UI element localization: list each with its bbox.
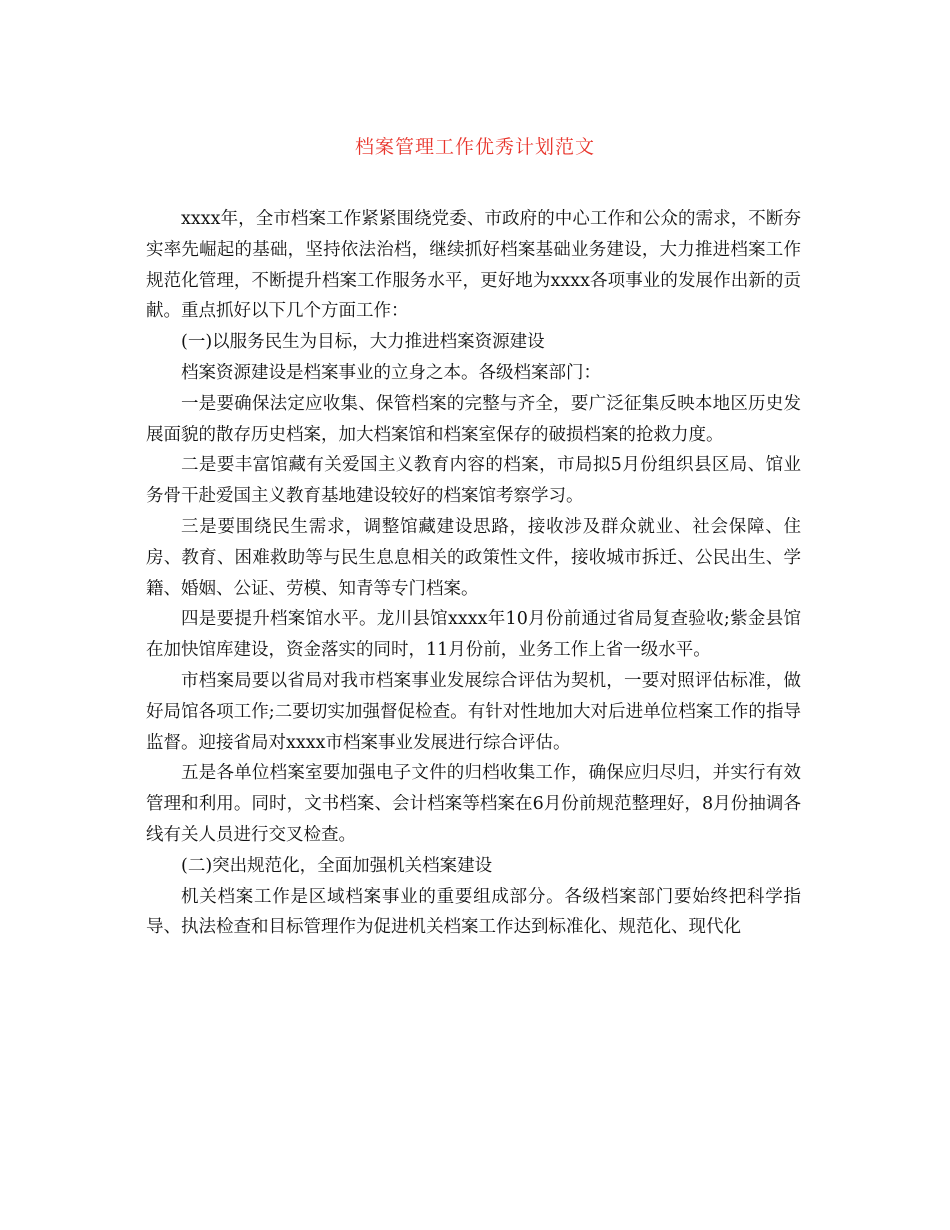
paragraph: 档案资源建设是档案事业的立身之本。各级档案部门：: [181, 362, 601, 383]
paragraph: 市档案局要以省局对我市档案事业发展综合评估为契机，一要对照评估标准，做好局馆各项工作;二要切实加强督促检查。有针对性地加大对后进单位档案工作的指导监督。迎接省局对xxxx市档案事业发展进行综合评估。: [146, 670, 801, 753]
section-heading-1: (一)以服务民生为目标，大力推进档案资源建设: [181, 332, 545, 353]
section-heading-2: (二)突出规范化，全面加强机关档案建设: [181, 855, 493, 876]
paragraph: 三是要围绕民生需求，调整馆藏建设思路，接收涉及群众就业、社会保障、住房、教育、困难救助等与民生息息相关的政策性文件，接收城市拆迁、公民出生、学籍、婚姻、公证、劳模、知青等专门档案。: [146, 516, 801, 599]
document-body: [146, 204, 801, 943]
paragraph: 机关档案工作是区域档案事业的重要组成部分。各级档案部门要始终把科学指导、执法检查和目标管理作为促进机关档案工作达到标准化、规范化、现代化: [146, 886, 801, 938]
paragraph: 五是各单位档案室要加强电子文件的归档收集工作，确保应归尽归，并实行有效管理和利用。同时，文书档案、会计档案等档案在6月份前规范整理好，8月份抽调各线有关人员进行交叉检查。: [146, 763, 801, 845]
paragraph: 四是要提升档案馆水平。龙川县馆xxxx年10月份前通过省局复查验收;紫金县馆在加快馆库建设，资金落实的同时，11月份前，业务工作上省一级水平。: [146, 609, 801, 661]
paragraph: 一是要确保法定应收集、保管档案的完整与齐全，要广泛征集反映本地区历史发展面貌的散存历史档案，加大档案馆和档案室保存的破损档案的抢救力度。: [146, 393, 801, 445]
paragraph-intro: xxxx年，全市档案工作紧紧围绕党委、市政府的中心工作和公众的需求，不断夯实率先崛起的基础，坚持依法治档，继续抓好档案基础业务建设，大力推进档案工作规范化管理，不断提升档案工作服务水平，更好地为xxxx各项事业的发展作出新的贡献。重点抓好以下几个方面工作：: [146, 209, 801, 322]
document-title: 档案管理工作优秀计划范文: [354, 136, 595, 158]
paragraph: 二是要丰富馆藏有关爱国主义教育内容的档案，市局拟5月份组织县区局、馆业务骨干赴爱国主义教育基地建设较好的档案馆考察学习。: [146, 455, 801, 507]
